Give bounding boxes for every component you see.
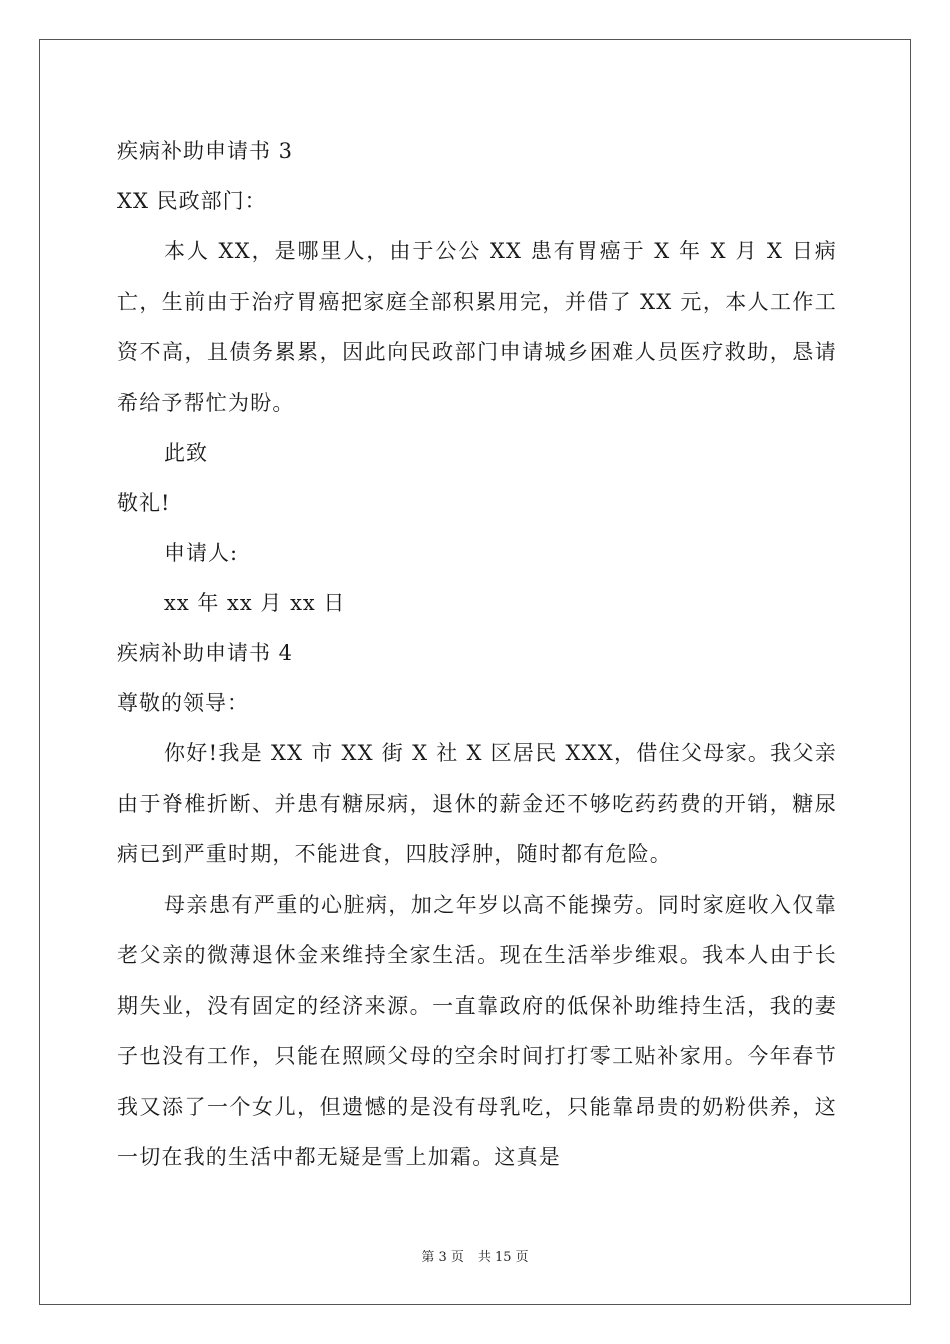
applicant-label: 申请人: — [164, 541, 239, 565]
body-paragraph-3: 本人 XX，是哪里人，由于公公 XX 患有胃癌于 X 年 X 月 X 日病亡，生前由于治疗胃癌把家庭全部积累用完，并借了 XX 元，本人工作工资不高，且债务累累，因此向民政部门申请城乡困难人员医疗救助，恳请希给予帮忙为盼。 — [117, 239, 837, 415]
page-total: 共 15 页 — [477, 1250, 529, 1265]
regards-text: 敬礼! — [117, 491, 171, 515]
page-number: 第 3 页 — [421, 1250, 464, 1265]
body-paragraph-4-2: 母亲患有严重的心脏病，加之年岁以高不能操劳。同时家庭收入仅靠老父亲的微薄退休金来维持全家生活。现在生活举步维艰。我本人由于长期失业，没有固定的经济来源。一直靠政府的低保补助维持生活，我的妻子也没有工作，只能在照顾父母的空余时间打打零工贴补家用。今年春节我又添了一个女儿，但遗憾的是没有母乳吃，只能靠昂贵的奶粉供养，这一切在我的生活中都无疑是雪上加霜。这真是 — [117, 892, 837, 1169]
section-title-3: 疾病补助申请书 3 — [117, 139, 294, 163]
salutation-4: 尊敬的领导： — [117, 691, 249, 715]
page-footer — [0, 1246, 950, 1265]
section-title-4: 疾病补助申请书 4 — [117, 641, 294, 665]
salutation-3: XX 民政部门： — [117, 189, 267, 213]
body-paragraph-4-1: 你好!我是 XX 市 XX 街 X 社 X 区居民 XXX，借住父母家。我父亲由于脊椎折断、并患有糖尿病，退休的薪金还不够吃药药费的开销，糖尿病已到严重时期，不能进食，四肢浮肿，随时都有危险。 — [117, 741, 837, 866]
closing-text: 此致 — [164, 441, 208, 465]
date-line: xx 年 xx 月 xx 日 — [164, 591, 346, 615]
document-body — [117, 126, 837, 1183]
